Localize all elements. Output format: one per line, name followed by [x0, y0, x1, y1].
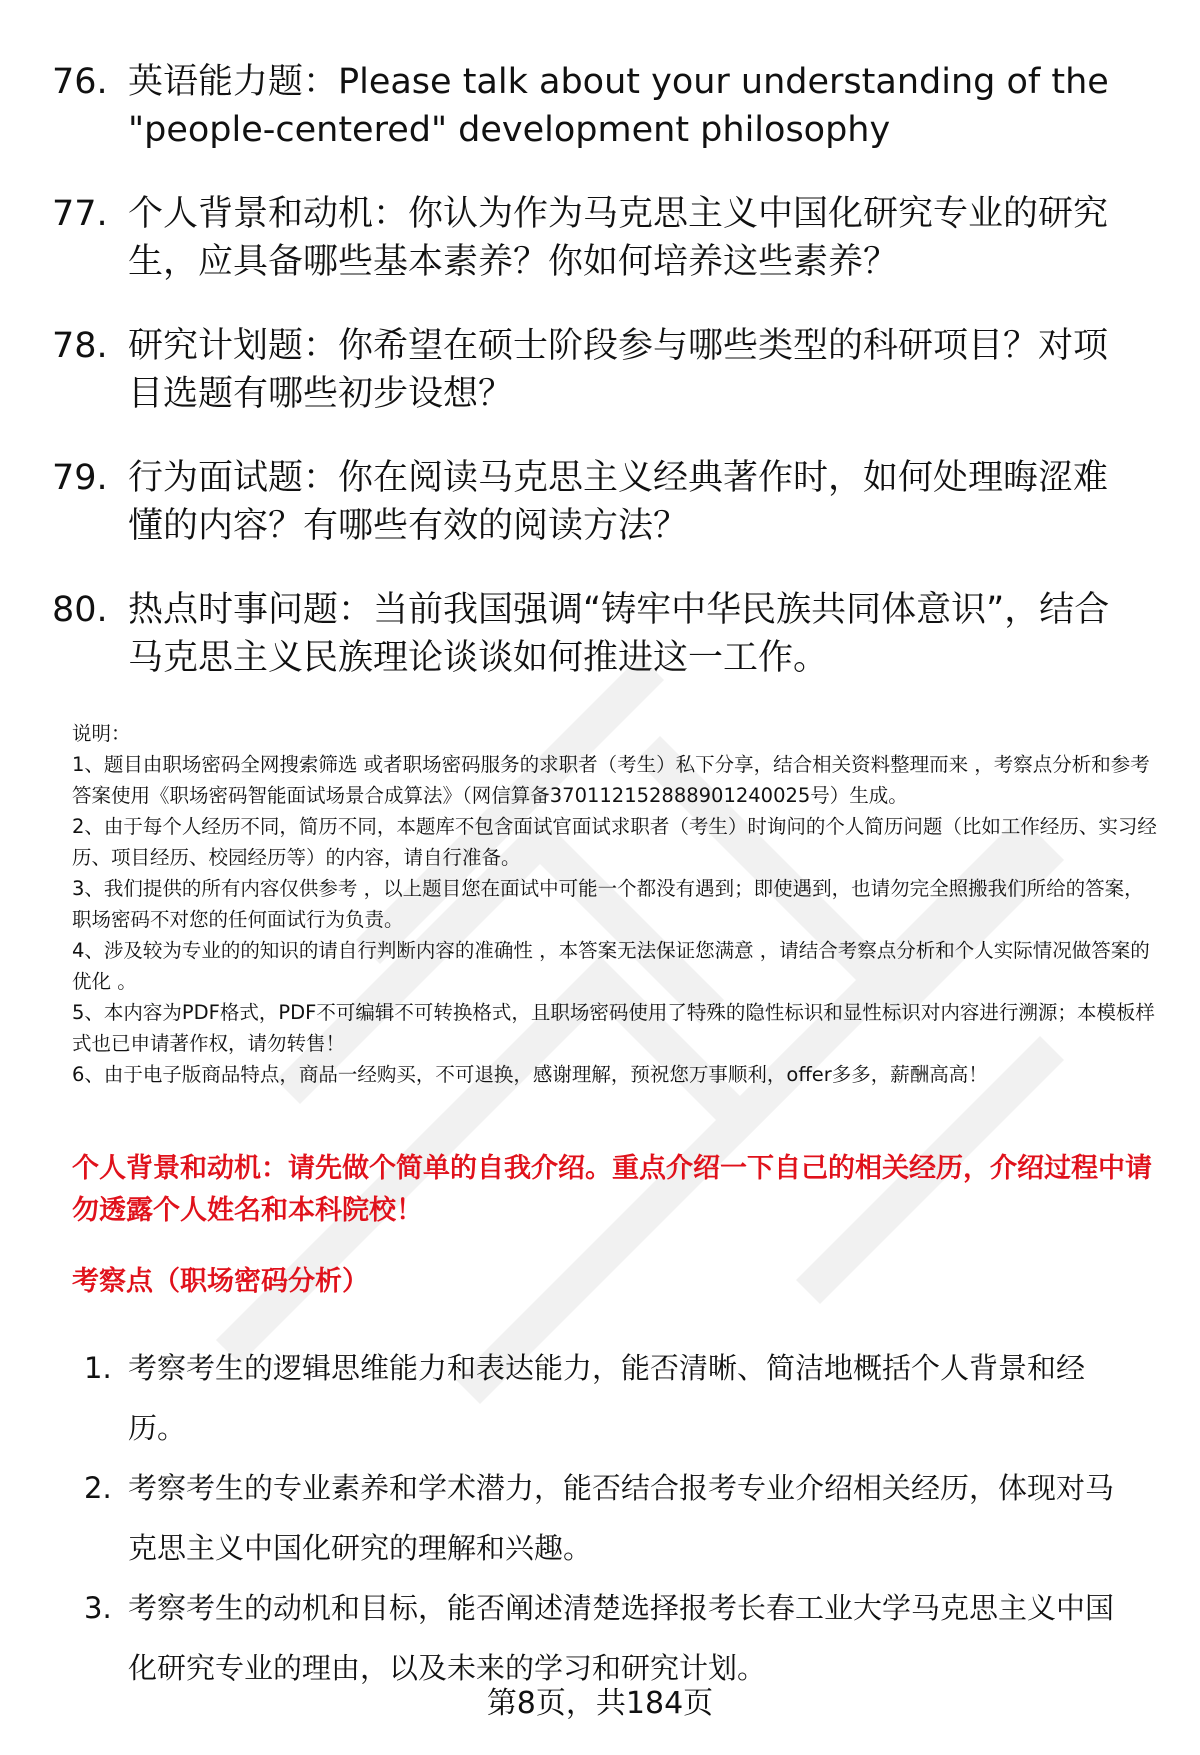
- question-item: [52, 454, 1152, 550]
- point-text: 考察考生的逻辑思维能力和表达能力，能否清晰、简洁地概括个人背景和经历。: [128, 1351, 1086, 1445]
- notes-title: 说明：: [72, 722, 131, 745]
- point-text: 考察考生的专业素养和学术潜力，能否结合报考专业介绍相关经历，体现对马克思主义中国化研究的理解和兴趣。: [128, 1471, 1115, 1565]
- assessment-points: [84, 1338, 1164, 1698]
- notes-section: [72, 718, 1162, 1090]
- question-item: [52, 58, 1152, 154]
- section-heading: 考察点（职场密码分析）: [72, 1266, 369, 1297]
- point-text: 考察考生的动机和目标，能否阐述清楚选择报考长春工业大学马克思主义中国化研究专业的理由，以及未来的学习和研究计划。: [128, 1591, 1115, 1685]
- question-number: 79.: [52, 458, 108, 498]
- question-number: 78.: [52, 326, 108, 366]
- assessment-point: [84, 1458, 1164, 1578]
- question-number: 76.: [52, 62, 108, 102]
- note-item: 1、题目由职场密码全网搜索筛选 或者职场密码服务的求职者（考生）私下分享，结合相关资料整理而来 ，考察点分析和参考答案使用《职场密码智能面试场景合成算法》（网信算备370112152888901240025号）生成。: [72, 753, 1150, 807]
- featured-question: 个人背景和动机：请先做个简单的自我介绍。重点介绍一下自己的相关经历，介绍过程中请勿透露个人姓名和本科院校！: [72, 1153, 1152, 1226]
- assessment-point: [84, 1578, 1164, 1698]
- point-number: 3.: [84, 1591, 112, 1625]
- note-item: 5、本内容为PDF格式，PDF不可编辑不可转换格式，且职场密码使用了特殊的隐性标识和显性标识对内容进行溯源；本模板样式也已申请著作权，请勿转售！: [72, 1001, 1155, 1055]
- question-item: [52, 322, 1152, 418]
- question-number: 77.: [52, 194, 108, 234]
- note-item: 4、涉及较为专业的的知识的请自行判断内容的准确性 ，本答案无法保证您满意 ，请结合考察点分析和个人实际情况做答案的优化 。: [72, 939, 1150, 993]
- question-text: 英语能力题：Please talk about your understanding of the "people-centered" development philosophy: [128, 62, 1109, 150]
- point-number: 2.: [84, 1471, 112, 1505]
- question-list: [52, 58, 1152, 718]
- page-footer: 第8页，共184页: [486, 1686, 714, 1721]
- note-item: 6、由于电子版商品特点，商品一经购买，不可退换，感谢理解，预祝您万事顺利，offer多多，薪酬高高！: [72, 1063, 988, 1086]
- question-item: [52, 190, 1152, 286]
- question-text: 行为面试题：你在阅读马克思主义经典著作时，如何处理晦涩难懂的内容？有哪些有效的阅读方法？: [128, 458, 1109, 546]
- question-text: 个人背景和动机：你认为作为马克思主义中国化研究专业的研究生，应具备哪些基本素养？你如何培养这些素养？: [128, 194, 1109, 282]
- question-text: 热点时事问题：当前我国强调“铸牢中华民族共同体意识”，结合马克思主义民族理论谈谈如何推进这一工作。: [128, 590, 1110, 678]
- question-text: 研究计划题：你希望在硕士阶段参与哪些类型的科研项目？对项目选题有哪些初步设想？: [128, 326, 1109, 414]
- question-number: 80.: [52, 590, 108, 630]
- note-item: 3、我们提供的所有内容仅供参考 ，以上题目您在面试中可能一个都没有遇到；即使遇到，也请勿完全照搬我们所给的答案，职场密码不对您的任何面试行为负责。: [72, 877, 1144, 931]
- point-number: 1.: [84, 1351, 112, 1385]
- assessment-point: [84, 1338, 1164, 1458]
- note-item: 2、由于每个人经历不同，简历不同，本题库不包含面试官面试求职者（考生）时询问的个人简历问题（比如工作经历、实习经历、项目经历、校园经历等）的内容，请自行准备。: [72, 815, 1157, 869]
- question-item: [52, 586, 1152, 682]
